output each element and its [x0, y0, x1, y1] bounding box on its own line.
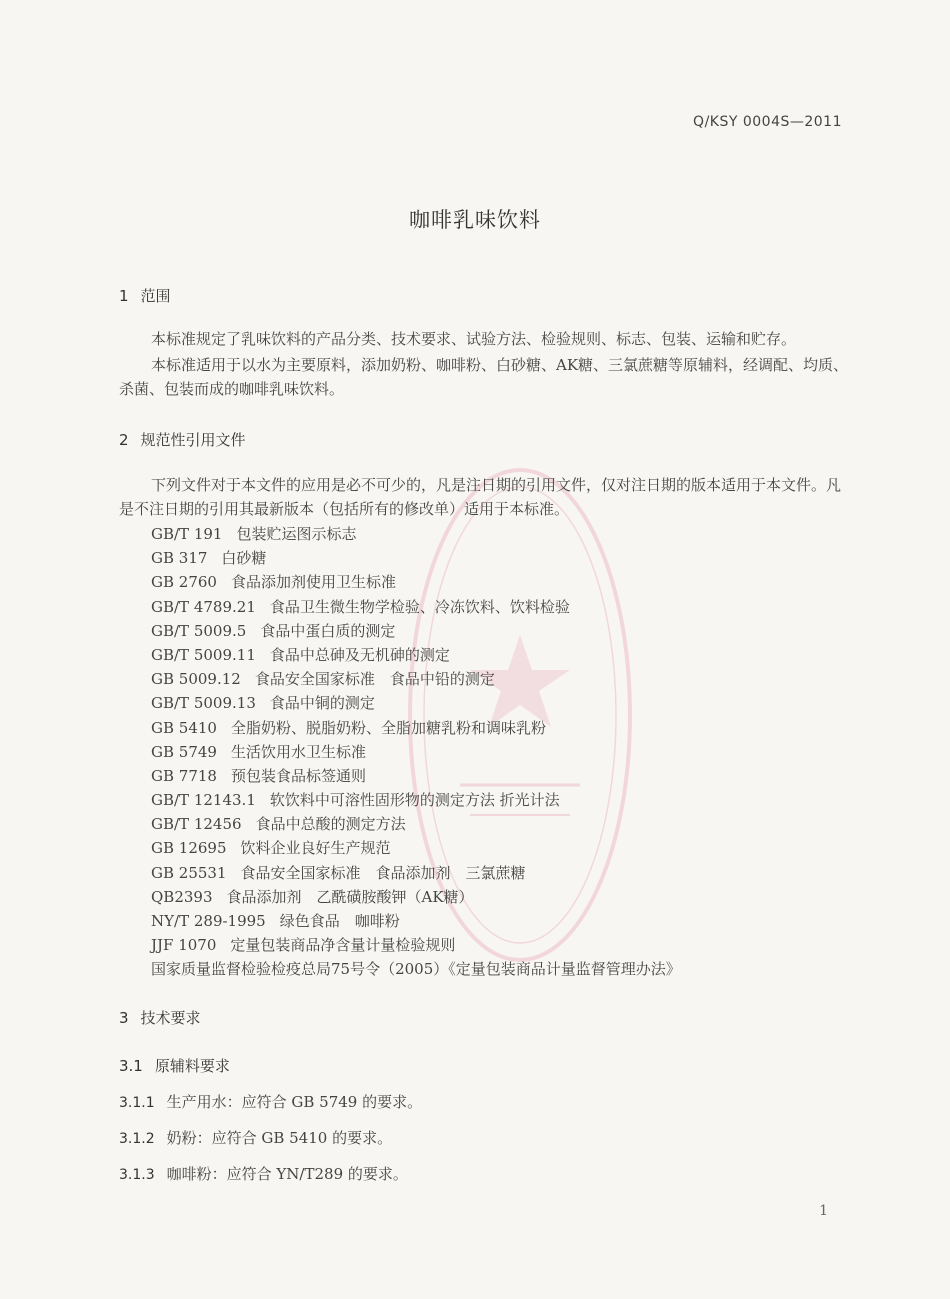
reference-item: GB/T 12456 食品中总酸的测定方法: [151, 815, 406, 834]
standard-code: Q/KSY 0004S—2011: [693, 114, 842, 130]
scope-paragraph-1: 本标准规定了乳味饮料的产品分类、技术要求、试验方法、检验规则、标志、包装、运输和贮存。: [151, 330, 797, 348]
reference-item: GB 5410 全脂奶粉、脱脂奶粉、全脂加糖乳粉和调味乳粉: [151, 718, 546, 737]
page-number: 1: [819, 1203, 828, 1219]
reference-item: GB 25531 食品安全国家标准 食品添加剂 三氯蔗糖: [151, 863, 526, 882]
section-title: 规范性引用文件: [140, 431, 246, 449]
requirement-item: 3.1.1 生产用水：应符合 GB 5749 的要求。: [119, 1093, 423, 1111]
references-intro: 下列文件对于本文件的应用是必不可少的，凡是注日期的引用文件，仅对注日期的版本适用于本文件。凡是不注日期的引用其最新版本（包括所有的修改单）适用于本标准。: [119, 476, 842, 518]
reference-item: GB 12695 饮料企业良好生产规范: [151, 839, 391, 858]
reference-item: GB/T 4789.21 食品卫生微生物学检验、冷冻饮料、饮料检验: [151, 597, 570, 616]
section-heading-technical: [119, 1007, 201, 1028]
subsection-title: 原辅料要求: [154, 1057, 230, 1075]
section-title: 技术要求: [140, 1009, 201, 1027]
reference-item: GB 5749 生活饮用水卫生标准: [151, 742, 366, 761]
section-heading-references: [119, 429, 246, 450]
section-number: 3: [119, 1009, 129, 1027]
reference-item: GB 5009.12 食品安全国家标准 食品中铅的测定: [151, 670, 495, 689]
reference-item: NY/T 289-1995 绿色食品 咖啡粉: [151, 912, 400, 930]
requirement-item: 3.1.3 咖啡粉：应符合 YN/T289 的要求。: [119, 1165, 408, 1183]
reference-item: GB 7718 预包装食品标签通则: [151, 766, 366, 785]
section-heading-scope: [119, 285, 171, 306]
reference-item: GB 317 白砂糖: [151, 549, 267, 568]
reference-item: GB/T 191 包装贮运图示标志: [151, 525, 357, 543]
reference-item: QB2393 食品添加剂 乙酰磺胺酸钾（AK糖）: [151, 887, 474, 906]
section-number: 1: [119, 287, 129, 305]
reference-item: 国家质量监督检验检疫总局75号令（2005）《定量包装商品计量监督管理办法》: [151, 960, 681, 979]
reference-item: GB 2760 食品添加剂使用卫生标准: [151, 573, 396, 592]
reference-item: GB/T 12143.1 软饮料中可溶性固形物的测定方法 折光计法: [151, 791, 560, 810]
document-title: 咖啡乳味饮料: [409, 208, 541, 232]
reference-item: JJF 1070 定量包装商品净含量计量检验规则: [151, 936, 456, 955]
subsection-heading-raw-materials: [119, 1055, 230, 1076]
scope-paragraph-2: 本标准适用于以水为主要原料，添加奶粉、咖啡粉、白砂糖、AK糖、三氯蔗糖等原辅料，经调配、均质、杀菌、包装而成的咖啡乳味饮料。: [119, 356, 849, 398]
reference-item: GB/T 5009.5 食品中蛋白质的测定: [151, 621, 396, 640]
reference-item: GB/T 5009.13 食品中铜的测定: [151, 694, 375, 713]
reference-item: GB/T 5009.11 食品中总砷及无机砷的测定: [151, 645, 450, 664]
requirement-item: 3.1.2 奶粉：应符合 GB 5410 的要求。: [119, 1129, 393, 1147]
subsection-number: 3.1: [119, 1057, 143, 1075]
reference-list: [151, 522, 681, 982]
section-title: 范围: [140, 287, 171, 305]
section-number: 2: [119, 431, 129, 449]
